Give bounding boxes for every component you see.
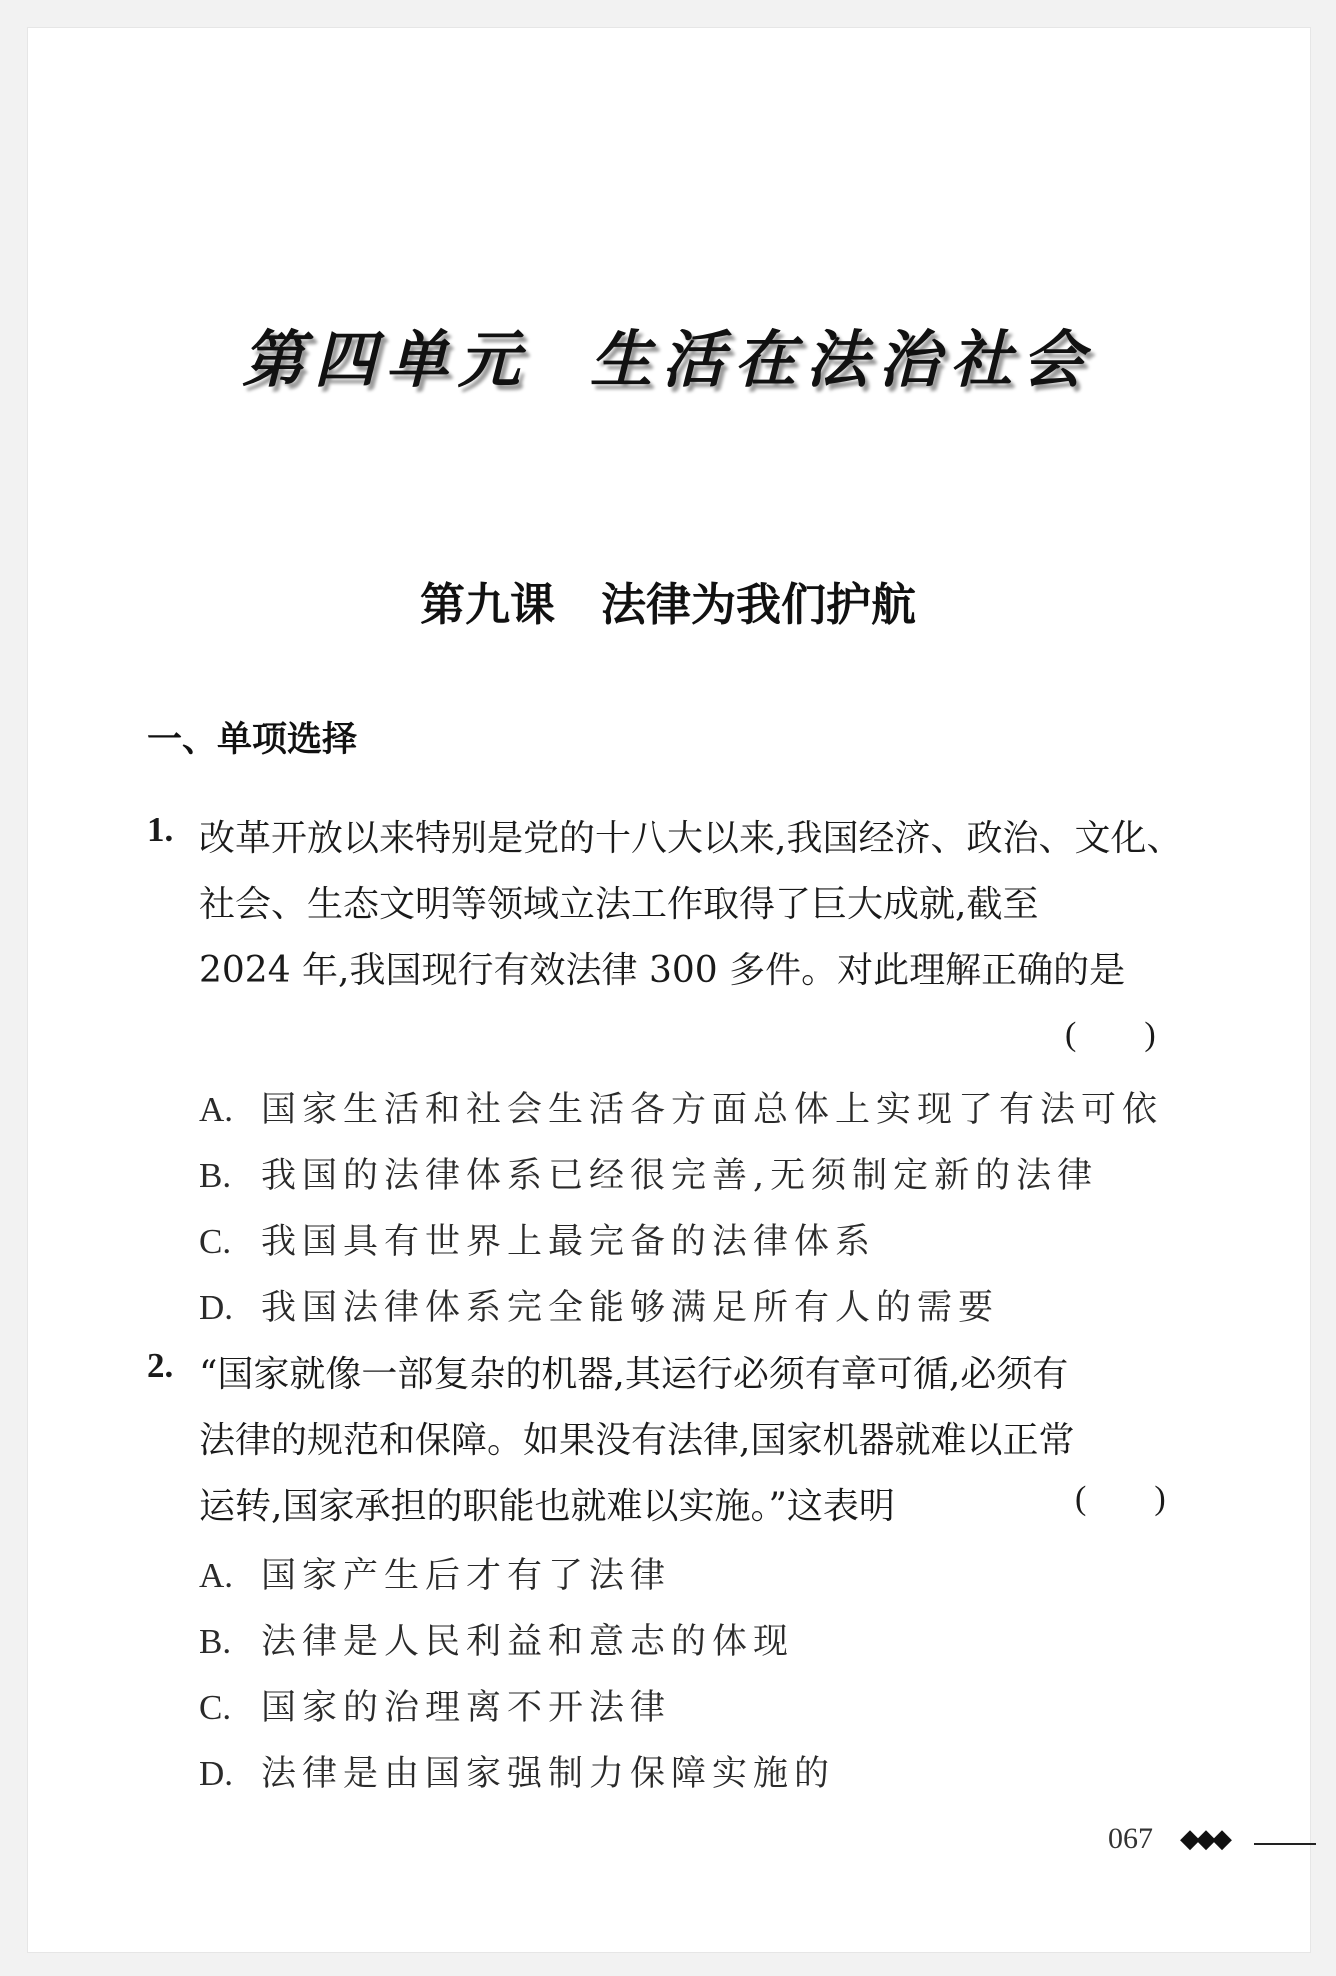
- diamond-ornament-icon: ◆◆◆: [1180, 1824, 1228, 1854]
- option-letter: A.: [199, 1556, 234, 1595]
- option-b[interactable]: [199, 1614, 794, 1664]
- option-b[interactable]: [199, 1148, 1098, 1198]
- option-text: 我国的法律体系已经很完善,无须制定新的法律: [261, 1156, 1099, 1196]
- question-text-line: “国家就像一部复杂的机器,其运行必须有章可循,必须有: [199, 1354, 1069, 1395]
- option-text: 法律是由国家强制力保障实施的: [261, 1754, 836, 1794]
- option-letter: A.: [199, 1090, 234, 1129]
- option-letter: B.: [199, 1622, 232, 1661]
- unit-number: 第四单元: [241, 323, 530, 396]
- lesson-number: 第九课: [419, 578, 555, 631]
- option-d[interactable]: [199, 1746, 835, 1796]
- option-letter: D.: [199, 1288, 234, 1327]
- unit-name: 生活在法治社会: [590, 323, 1095, 396]
- page-number: 067: [1108, 1822, 1153, 1855]
- question-number: 2.: [147, 1346, 174, 1385]
- question-number: 1.: [147, 810, 174, 849]
- question-text-line: 2024 年,我国现行有效法律 300 多件。对此理解正确的是: [199, 950, 1126, 991]
- unit-title: [0, 310, 1336, 399]
- answer-blank[interactable]: ( ): [1075, 1480, 1166, 1517]
- question-text-line: 运转,国家承担的职能也就难以实施。”这表明: [199, 1486, 895, 1527]
- lesson-title: [0, 568, 1336, 633]
- option-text: 国家生活和社会生活各方面总体上实现了有法可依: [261, 1090, 1164, 1130]
- option-a[interactable]: [199, 1082, 1163, 1132]
- question-text-line: 社会、生态文明等领域立法工作取得了巨大成就,截至: [199, 884, 1039, 925]
- option-text: 国家的治理离不开法律: [261, 1688, 672, 1728]
- option-letter: C.: [199, 1222, 232, 1261]
- option-a[interactable]: [199, 1548, 671, 1598]
- option-c[interactable]: [199, 1214, 876, 1264]
- option-letter: C.: [199, 1688, 232, 1727]
- option-text: 法律是人民利益和意志的体现: [261, 1622, 795, 1662]
- option-text: 国家产生后才有了法律: [261, 1556, 672, 1596]
- section-heading: 一、单项选择: [147, 720, 358, 760]
- lesson-name: 法律为我们护航: [601, 578, 917, 631]
- page-footer: [1108, 1822, 1308, 1866]
- question-text-line: 改革开放以来特别是党的十八大以来,我国经济、政治、文化、: [199, 818, 1183, 859]
- option-letter: D.: [199, 1754, 234, 1793]
- footer-rule: [1254, 1843, 1316, 1845]
- option-letter: B.: [199, 1156, 232, 1195]
- option-c[interactable]: [199, 1680, 671, 1730]
- answer-blank[interactable]: ( ): [1065, 1016, 1156, 1053]
- question-text-line: 法律的规范和保障。如果没有法律,国家机器就难以正常: [199, 1420, 1075, 1461]
- option-text: 我国法律体系完全能够满足所有人的需要: [261, 1288, 1000, 1328]
- option-text: 我国具有世界上最完备的法律体系: [261, 1222, 877, 1262]
- option-d[interactable]: [199, 1280, 999, 1330]
